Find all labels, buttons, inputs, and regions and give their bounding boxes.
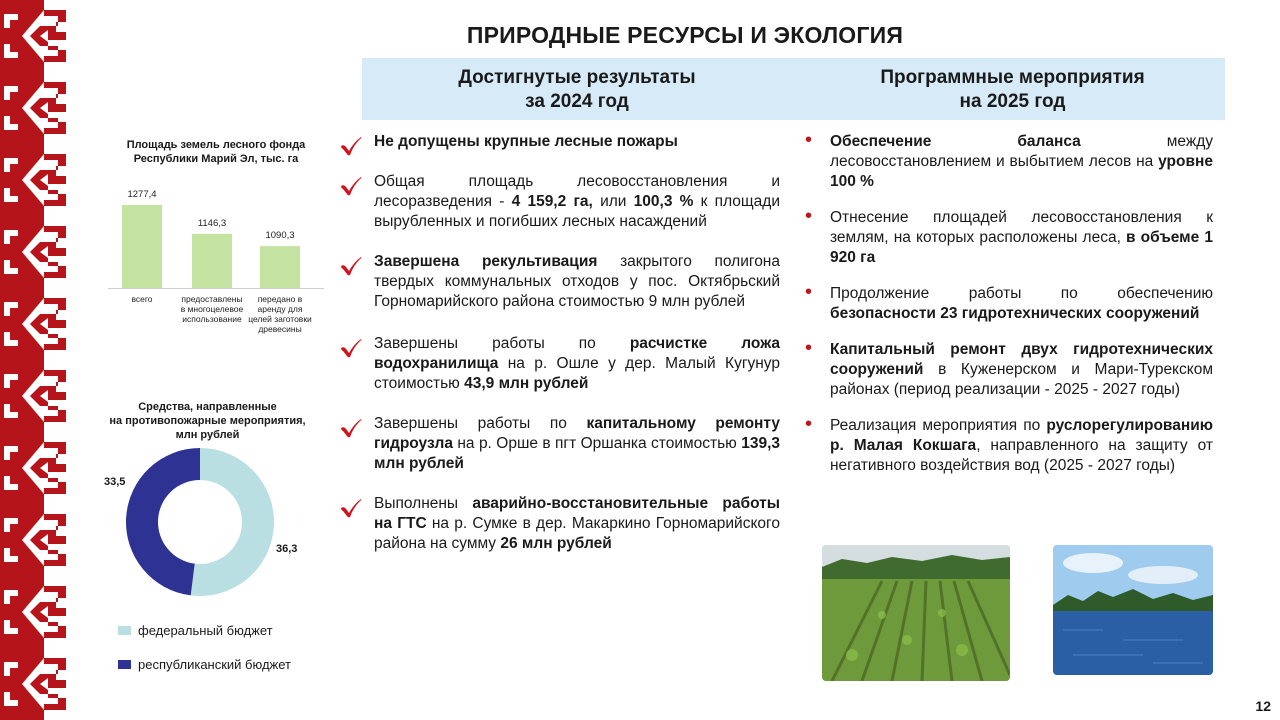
bar-chart [100, 172, 332, 292]
donut-slice-1 [126, 448, 200, 595]
result-item [340, 172, 780, 232]
text: Общая площадь лесовосстановления и лесоразведения - [374, 173, 780, 210]
bar-2 [260, 246, 300, 288]
plan-item [805, 337, 1213, 400]
result-item-text [374, 414, 780, 474]
bar-category-line: аренду для [257, 304, 303, 314]
bullet-icon: • [805, 337, 813, 359]
text: на р. Ошле у дер. Малый Кугунур стоимостью [374, 355, 780, 392]
plan-item-text [830, 132, 1213, 192]
legend-label-federal: федеральный бюджет [138, 623, 273, 638]
text: Продолжение работы по обеспечению [830, 285, 1213, 302]
donut-chart-title [95, 400, 320, 442]
legend-label-republic: республиканский бюджет [138, 657, 292, 672]
bold-text: уровне 100 % [830, 153, 1213, 190]
result-item [340, 334, 780, 394]
bold-text: руслорегулированию р. Малая Кокшага [830, 417, 1213, 454]
legend-swatch-federal [118, 626, 131, 635]
result-item [340, 252, 780, 312]
bold-text: 4 159,2 га, [511, 193, 593, 210]
result-item [340, 414, 780, 474]
ornament-border [0, 0, 100, 720]
forest-nursery-photo [822, 545, 1010, 681]
plans-list [805, 129, 1214, 476]
header-plans [800, 66, 1225, 114]
bold-text: в объеме 1 920 га [830, 229, 1213, 266]
text: Завершены работы по [374, 415, 587, 432]
bullet-icon: • [805, 413, 813, 435]
legend-swatch-republic [118, 660, 131, 669]
result-item-text [374, 494, 780, 554]
donut-value-republic: 33,5 [104, 476, 126, 488]
result-item [340, 132, 780, 152]
bar-category-line: в многоцелевое [180, 304, 244, 314]
bold-text: Не допущены крупные лесные пожары [374, 133, 678, 150]
header-results [362, 66, 792, 114]
bar-value-label-2: 1090,3 [265, 230, 295, 242]
bar-value-label-1: 1146,3 [197, 217, 227, 229]
bar-category-label-2 [240, 294, 320, 334]
bar-chart-title-line1: Площадь земель лесного фонда [126, 139, 306, 151]
plan-item [805, 129, 1214, 192]
bar-category-line: использование [182, 314, 242, 324]
plan-item-text [830, 416, 1213, 476]
result-item-text [374, 172, 780, 232]
text: Выполнены [374, 495, 473, 512]
bold-text: аварийно-восстановительные работы на ГТС [374, 495, 780, 532]
bold-text: Обеспечение баланса [830, 133, 1081, 150]
bar-value-label-0: 1277,4 [127, 188, 157, 200]
donut-chart-title-line2: на противопожарные мероприятия, [109, 415, 306, 427]
checkmark-icon [340, 136, 362, 156]
bar-category-line: целей заготовки [248, 314, 312, 324]
text: на р. Орше в пгт Оршанка стоимостью [452, 435, 742, 452]
page-title: ПРИРОДНЫЕ РЕСУРСЫ И ЭКОЛОГИЯ [466, 22, 904, 48]
checkmark-icon [340, 176, 362, 196]
bold-text: Капитальный ремонт двух гидротехнических сооружений [830, 341, 1213, 378]
bar-1 [192, 234, 232, 288]
result-item-text [374, 252, 780, 312]
bar-chart-title-line2: Республики Марий Эл, тыс. га [133, 153, 299, 165]
text: Отнесение площадей лесовосстановления к землям, на которых расположены леса, [830, 209, 1213, 246]
text: , направленного на защиту от негативного воздействия вод (2025 - 2027 годы) [830, 437, 1213, 474]
checkmark-icon [340, 498, 362, 518]
bar-chart-title [100, 138, 332, 166]
text: Реализация мероприятия по [830, 417, 1047, 434]
plan-item [805, 205, 1213, 268]
text: или [592, 193, 634, 210]
legend-federal [118, 623, 273, 638]
checkmark-icon [340, 418, 362, 438]
text: к площади вырубленных и погибших лесных насаждений [374, 193, 780, 230]
legend-republic [118, 657, 291, 672]
header-plans-line1: Программные мероприятия [880, 67, 1145, 88]
bold-text: 100,3 % [633, 193, 694, 210]
result-item-text [374, 132, 780, 152]
bold-text: Завершена рекультивация [374, 253, 598, 270]
plan-item-text [830, 284, 1213, 324]
result-item [340, 494, 780, 554]
result-item-text [374, 334, 780, 394]
bullet-icon: • [805, 205, 813, 227]
plan-item [805, 413, 1213, 476]
bold-text: 26 млн рублей [500, 535, 612, 552]
bold-text: безопасности 23 гидротехнических сооружений [830, 305, 1200, 322]
bullet-icon: • [805, 129, 813, 151]
bar-category-line: всего [131, 294, 153, 304]
checkmark-icon [340, 338, 362, 358]
plan-item [805, 281, 1213, 324]
plan-item-text [830, 340, 1213, 400]
donut-chart-title-line1: Средства, направленные [138, 401, 277, 413]
bold-text: капитальному ремонту гидроузла [374, 415, 780, 452]
text: Завершены работы по [374, 335, 630, 352]
header-results-line1: Достигнутые результаты [458, 67, 696, 88]
plan-item-text [830, 208, 1213, 268]
lake-photo [1053, 545, 1213, 675]
results-list [340, 132, 780, 554]
text: закрытого полигона твердых коммунальных отходов у пос. Октябрьский Горномарийского района стоимостью 9 млн рублей [374, 253, 780, 310]
header-results-line2: за 2024 год [525, 91, 629, 112]
bold-text: расчистке ложа водохранилища [374, 335, 780, 372]
donut-chart-title-line3: млн рублей [175, 429, 240, 441]
bar-category-line: древесины [258, 324, 302, 334]
text: в Куженерском и Мари-Турекском районах (период реализации - 2025 - 2027 годы) [830, 361, 1213, 398]
bar-category-label-0 [102, 294, 182, 304]
bar-0 [122, 205, 162, 288]
donut-value-federal: 36,3 [276, 543, 298, 555]
checkmark-icon [340, 256, 362, 276]
bold-text: 43,9 млн рублей [464, 375, 589, 392]
donut-chart [100, 440, 300, 610]
bold-text: 139,3 млн рублей [374, 435, 780, 472]
bar-category-line: предоставлены [181, 294, 243, 304]
bar-category-line: передано в [257, 294, 303, 304]
header-plans-line2: на 2025 год [959, 91, 1066, 112]
bullet-icon: • [805, 281, 813, 303]
page-number: 12 [1255, 698, 1271, 714]
donut-slice-0 [191, 448, 274, 596]
text: между лесовосстановлением и выбытием лесов на [830, 133, 1214, 170]
text: на р. Сумке в дер. Макаркино Горномарийского района на сумму [374, 515, 780, 552]
